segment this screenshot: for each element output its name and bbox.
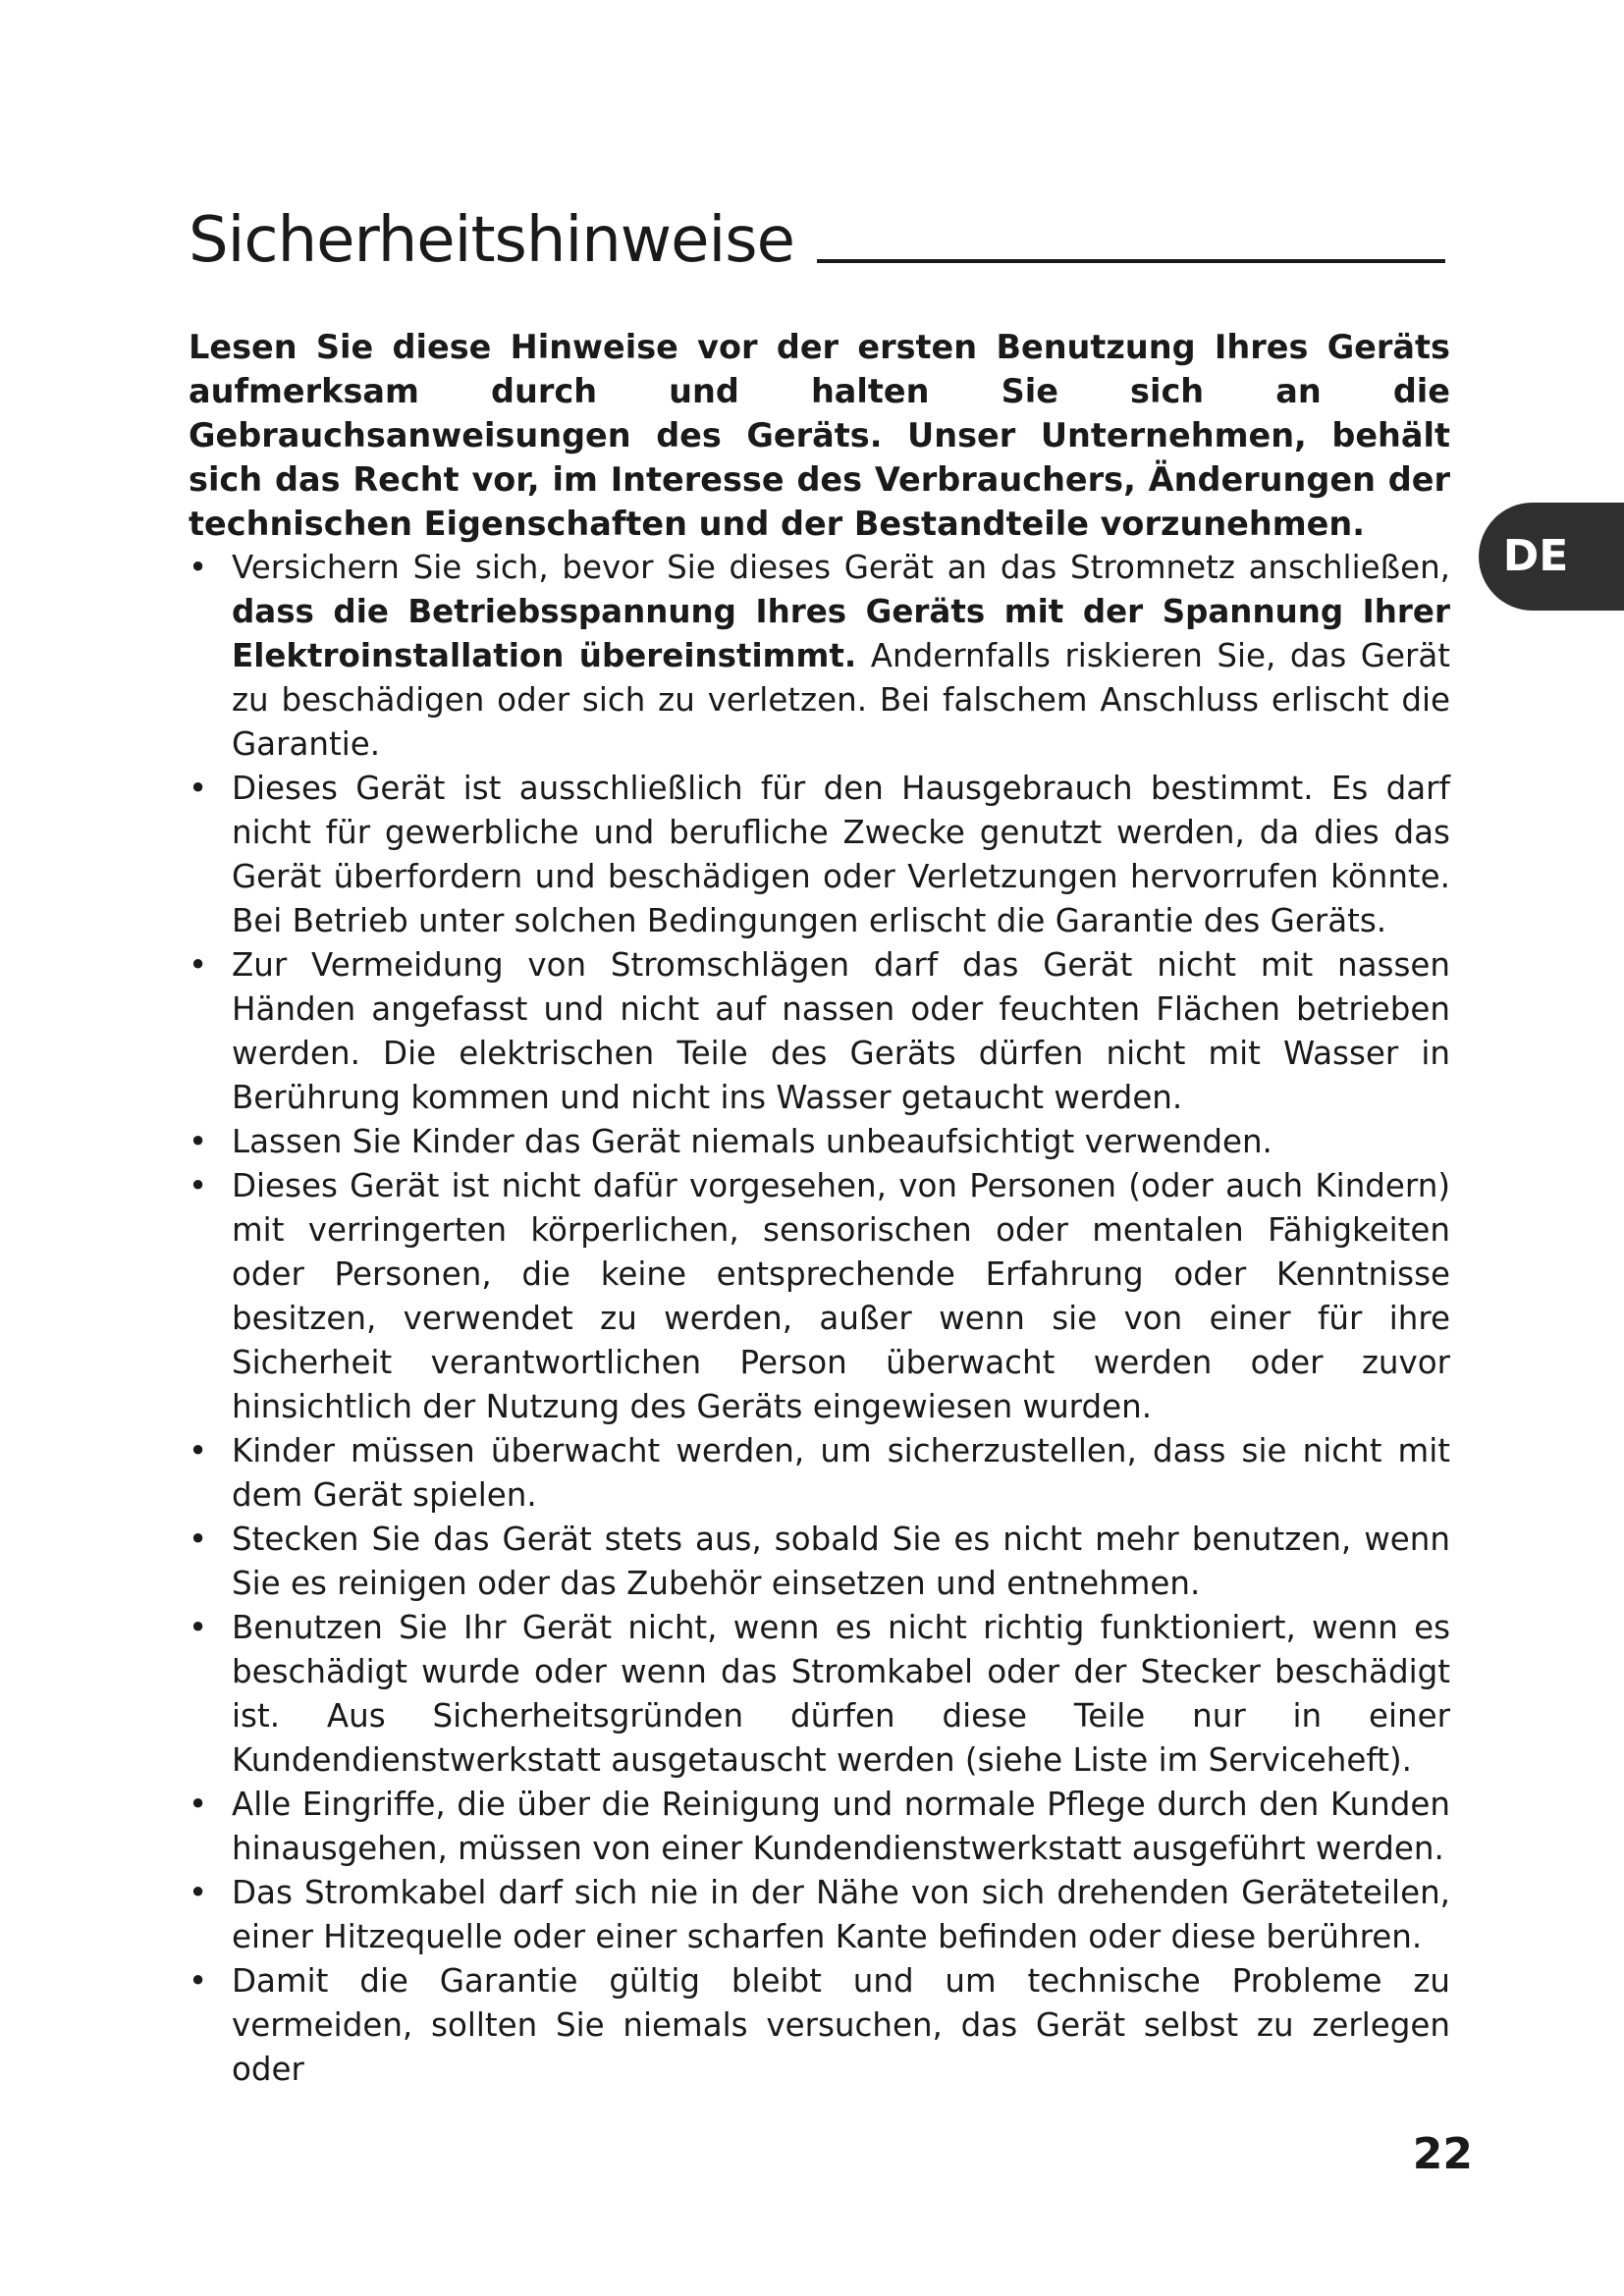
list-item [189, 1871, 1450, 1959]
list-item [189, 1120, 1450, 1164]
list-item-text: Lassen Sie Kinder das Gerät niemals unbeaufsichtigt verwenden. [232, 1123, 1272, 1160]
list-item-text: Andernfalls riskieren Sie, das Gerät zu beschädigen oder sich zu verletzen. Bei falschem Anschluss erlischt die Garantie. [232, 637, 1451, 763]
list-item [189, 1429, 1450, 1518]
list-item-text: Benutzen Sie Ihr Gerät nicht, wenn es nicht richtig funktioniert, wenn es beschädigt wurde oder wenn das Stromkabel oder der Stecker beschädigt ist. Aus Sicherheitsgründen dürfen diese Teile nur in einer Kundendienstwerkstatt ausgetauscht werden (siehe Liste im Serviceheft). [232, 1609, 1450, 1779]
bullet-icon: • [189, 1521, 208, 1558]
bullet-icon: • [189, 1123, 208, 1160]
title-row [189, 196, 1445, 285]
bullet-icon: • [189, 946, 208, 984]
list-item [189, 1606, 1450, 1783]
safety-instructions-content [189, 325, 1450, 2092]
list-item-bold-text: dass die Betriebsspannung Ihres Geräts mit der Spannung Ihrer Elektroinstallation übereinstimmt. [232, 593, 1450, 674]
title-underline-rule [817, 259, 1445, 263]
list-item [189, 1783, 1450, 1871]
list-item-text: Versichern Sie sich, bevor Sie dieses Gerät an das Stromnetz anschließen, [232, 549, 1450, 586]
bullet-icon: • [189, 770, 208, 807]
list-item-text: Dieses Gerät ist nicht dafür vorgesehen, von Personen (oder auch Kindern) mit verringerten körperlichen, sensorischen oder mentalen Fähigkeiten oder Personen, die keine entsprechende Erfahrung oder Kenntnisse besitzen, verwendet zu werden, außer wenn sie von einer für ihre Sicherheit verantwortlichen Person überwacht werden oder zuvor hinsichtlich der Nutzung des Geräts eingewiesen wurden. [232, 1167, 1450, 1425]
list-item-text: Stecken Sie das Gerät stets aus, sobald Sie es nicht mehr benutzen, wenn Sie es reinigen oder das Zubehör einsetzen und entnehmen. [232, 1521, 1450, 1602]
bullet-icon: • [189, 1786, 208, 1823]
list-item [189, 1164, 1450, 1429]
list-item-text: Alle Eingriffe, die über die Reinigung und normale Pflege durch den Kunden hinausgehen, müssen von einer Kundendienstwerkstatt ausgeführt werden. [232, 1786, 1450, 1867]
list-item [189, 1959, 1450, 2092]
list-item-text: Damit die Garantie gültig bleibt und um technische Probleme zu vermeiden, sollten Sie niemals versuchen, das Gerät selbst zu zerlegen oder [232, 1962, 1450, 2088]
language-tab-label: DE [1502, 531, 1569, 581]
list-item [189, 943, 1450, 1120]
list-item-text: Kinder müssen überwacht werden, um sicherzustellen, dass sie nicht mit dem Gerät spielen. [232, 1432, 1450, 1514]
list-item [189, 546, 1450, 767]
intro-paragraph: Lesen Sie diese Hinweise vor der ersten Benutzung Ihres Geräts aufmerksam durch und halten Sie sich an die Gebrauchsanweisungen des Geräts. Unser Unternehmen, behält sich das Recht vor, im Interesse des Verbrauchers, Änderungen der technischen Eigenschaften und der Bestandteile vorzunehmen. [189, 328, 1450, 543]
bullet-icon: • [189, 1874, 208, 1911]
list-item-text: Dieses Gerät ist ausschließlich für den Hausgebrauch bestimmt. Es darf nicht für gewerbliche und berufliche Zwecke genutzt werden, da dies das Gerät überfordern und beschädigen oder Verletzungen hervorrufen könnte. Bei Betrieb unter solchen Bedingungen erlischt die Garantie des Geräts. [232, 770, 1450, 939]
language-tab [1479, 503, 1624, 611]
page-number: 22 [1412, 2129, 1473, 2179]
bullet-icon: • [189, 1609, 208, 1646]
list-item-text: Das Stromkabel darf sich nie in der Nähe von sich drehenden Geräteteilen, einer Hitzequelle oder einer scharfen Kante befinden oder diese berühren. [232, 1874, 1450, 1955]
bullet-icon: • [189, 1962, 208, 2000]
list-item [189, 1518, 1450, 1606]
page-title: Sicherheitshinweise [189, 204, 794, 277]
list-item [189, 767, 1450, 943]
safety-instructions-list [189, 546, 1450, 2092]
bullet-icon: • [189, 549, 208, 586]
list-item-text: Zur Vermeidung von Stromschlägen darf das Gerät nicht mit nassen Händen angefasst und nicht auf nassen oder feuchten Flächen betrieben werden. Die elektrischen Teile des Geräts dürfen nicht mit Wasser in Berührung kommen und nicht ins Wasser getaucht werden. [232, 946, 1450, 1116]
bullet-icon: • [189, 1167, 208, 1204]
bullet-icon: • [189, 1432, 208, 1469]
